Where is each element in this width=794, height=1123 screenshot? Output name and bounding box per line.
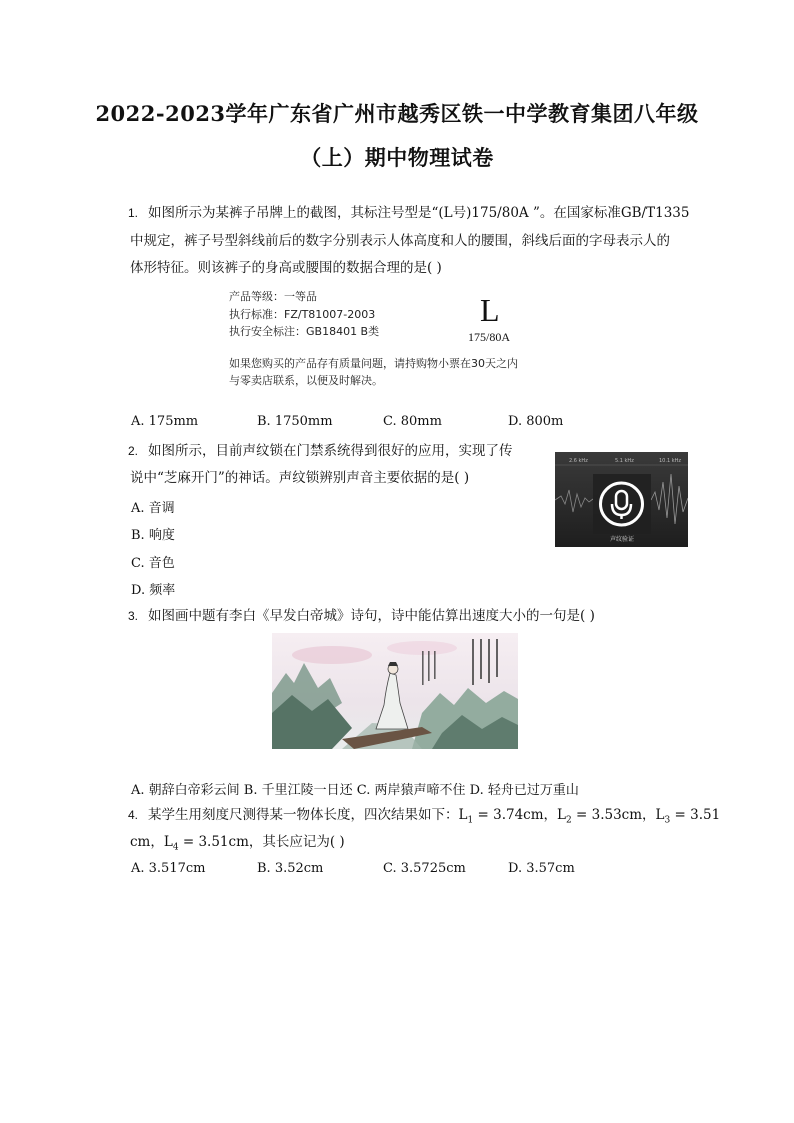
- page-title-line2: （上）期中物理试卷: [300, 145, 494, 170]
- q4-option-a[interactable]: A. 3.517cm: [131, 861, 206, 876]
- voice-verify-caption: 声纹验证: [610, 536, 635, 543]
- tag-note-2: 与零卖店联系，以便及时解决。: [229, 374, 383, 387]
- q3-line1: [128, 607, 595, 625]
- q1-option-c[interactable]: C. 80mm: [383, 414, 442, 429]
- q1-option-d[interactable]: D. 800m: [508, 414, 564, 429]
- q4-number: 4.: [128, 808, 139, 822]
- q1-line1: [128, 204, 689, 222]
- q3-options[interactable]: A. 朝辞白帝彩云间 B. 千里江陵一日还 C. 两岸猿声啼不住 D. 轻舟已过万重山: [131, 783, 579, 798]
- freq-label-1: 2.6 kHz: [569, 458, 588, 464]
- q3-number: 3.: [128, 609, 139, 623]
- q2-line2: 说中“芝麻开门”的神话。声纹锁辨别声音主要依据的是( ): [130, 470, 470, 486]
- tag-size-code: 175/80A: [468, 330, 510, 344]
- q2-option-d[interactable]: D. 频率: [131, 583, 176, 598]
- tag-safety: 执行安全标注：GB18401 B类: [229, 325, 380, 338]
- q4-line1: 4. 某学生用刻度尺测得某一物体长度，四次结果如下：$L_1 = 3.74cm$，$L_2 = 3.53cm$，$L_3 = 3.51$: [128, 807, 721, 826]
- tag-note-1: 如果您购买的产品存有质量问题，请持购物小票在30天之内: [229, 357, 518, 370]
- q4-option-c[interactable]: C. 3.5725cm: [383, 861, 466, 876]
- q2-option-a[interactable]: A. 音调: [131, 501, 175, 516]
- freq-label-2: 5.1 kHz: [615, 458, 634, 464]
- q4-option-b[interactable]: B. 3.52cm: [257, 861, 324, 876]
- freq-label-3: 10.1 kHz: [659, 458, 682, 464]
- pants-tag-image: [229, 286, 579, 386]
- q4-option-d[interactable]: D. 3.57cm: [508, 861, 575, 876]
- q2-number: 2.: [128, 444, 139, 458]
- q3-text-1: 如图画中题有李白《早发白帝城》诗句，诗中能估算出速度大小的一句是( ): [148, 608, 595, 624]
- page-title-line1: 2022-2023学年广东省广州市越秀区铁一中学教育集团八年级: [95, 101, 699, 126]
- tag-size-letter: L: [480, 292, 500, 328]
- poem-painting-image: [272, 633, 518, 749]
- q1-text-1: 如图所示为某裤子吊牌上的截图，其标注号型是“(L号)175/80A ”。在国家标准GB/T1335: [148, 205, 690, 221]
- q1-option-a[interactable]: A. 175mm: [131, 414, 199, 429]
- q2-line1: [128, 442, 513, 460]
- q2-text-1: 如图所示，目前声纹锁在门禁系统得到很好的应用，实现了传: [148, 443, 513, 459]
- q1-line3: 体形特征。则该裤子的身高或腰围的数据合理的是( ): [130, 260, 442, 276]
- q1-line2: 中规定，裤子号型斜线前后的数字分别表示人体高度和人的腰围，斜线后面的字母表示人的: [130, 233, 670, 249]
- q1-number: 1.: [128, 206, 139, 220]
- tag-standard: 执行标准：FZ/T81007-2003: [229, 308, 376, 321]
- tag-grade: 产品等级：一等品: [229, 290, 317, 303]
- voice-lock-image: [555, 452, 688, 547]
- q1-option-b[interactable]: B. 1750mm: [257, 414, 333, 429]
- landscape-painting: [272, 633, 518, 749]
- q2-option-c[interactable]: C. 音色: [131, 556, 175, 571]
- q4-line2: cm，$L_4 = 3.51cm$，其长应记为( ): [130, 834, 345, 853]
- voiceprint-illustration: [555, 452, 688, 547]
- q2-option-b[interactable]: B. 响度: [131, 528, 175, 543]
